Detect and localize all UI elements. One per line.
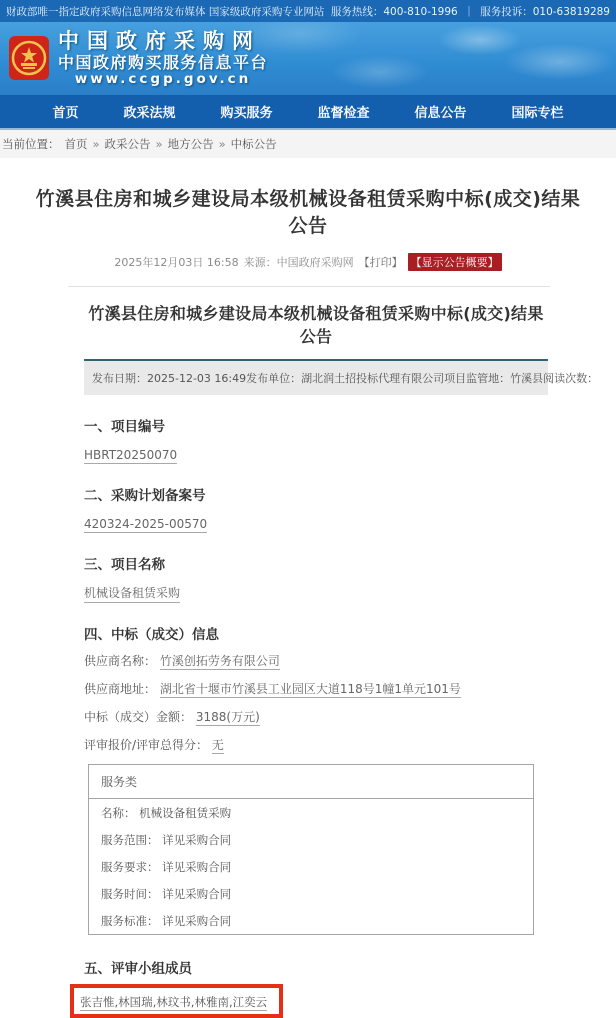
nav-item-announcements[interactable]: 信息公告 <box>414 106 467 121</box>
breadcrumb-separator: » <box>92 137 100 151</box>
topbar-divider: ｜ <box>463 5 475 18</box>
service-standard-label: 服务标准： <box>101 913 159 928</box>
logo-text <box>58 29 268 87</box>
site-header <box>0 22 616 95</box>
site-url: www.ccgp.gov.cn <box>74 71 252 87</box>
site-logo[interactable] <box>8 29 268 87</box>
supplier-name-row <box>84 652 548 669</box>
plan-record-number-value: 420324-2025-00570 <box>84 517 208 531</box>
meta-publisher: 发布单位：湖北润土招投标代理有限公司 <box>246 372 445 385</box>
page-title: 竹溪县住房和城乡建设局本级机械设备租赁采购中标(成交)结果公告 <box>35 188 581 237</box>
meta-views: 阅读次数： <box>543 372 599 385</box>
award-amount-row <box>84 708 548 725</box>
service-standard-value: 详见采购合同 <box>162 913 232 928</box>
meta-region: 项目监管地：竹溪县 <box>444 372 544 385</box>
publish-datetime: 2025年12月03日 16:58 <box>114 256 239 269</box>
article-content <box>80 301 599 1018</box>
supplier-address-label: 供应商地址： <box>84 682 157 696</box>
article-page <box>0 158 616 1018</box>
service-category-header: 服务类 <box>89 765 533 799</box>
service-scope-value: 详见采购合同 <box>162 832 232 847</box>
main-nav <box>0 95 616 130</box>
breadcrumb-separator: » <box>218 137 226 151</box>
service-time-label: 服务时间： <box>101 886 159 901</box>
breadcrumb-local-notices[interactable]: 地方公告 <box>167 137 214 151</box>
breadcrumb-procurement-notices[interactable]: 政采公告 <box>104 137 151 151</box>
nav-item-regulations[interactable]: 政采法规 <box>123 106 176 121</box>
service-hotline: 服务热线：400-810-1996 <box>330 5 458 18</box>
service-scope-label: 服务范围： <box>101 832 159 847</box>
nav-item-home[interactable]: 首页 <box>52 106 79 121</box>
section-heading-project-number: 一、项目编号 <box>84 419 165 435</box>
article-source: 来源：中国政府采购网 <box>243 256 354 269</box>
site-subtitle: 中国政府购买服务信息平台 <box>58 52 269 72</box>
service-name-row <box>89 799 533 826</box>
service-standard-row <box>89 907 533 934</box>
project-number-value: HBRT20250070 <box>84 448 178 462</box>
supplier-address-row <box>84 680 548 697</box>
review-panel-members: 张吉惟,林国瑞,林玟书,林雅南,江奕云 <box>80 995 268 1009</box>
national-emblem-icon <box>8 35 50 81</box>
meta-publish-date: 发布日期：2025-12-03 16:49 <box>92 372 247 385</box>
breadcrumb-award-notices[interactable]: 中标公告 <box>230 137 277 151</box>
article-meta-bar <box>84 361 599 395</box>
review-score-row <box>84 736 548 753</box>
supplier-address-value: 湖北省十堰市竹溪县工业园区大道118号1幢1单元101号 <box>159 682 461 696</box>
award-amount-label: 中标（成交）金额： <box>84 710 193 724</box>
service-requirements-row <box>89 853 533 880</box>
review-score-value: 无 <box>211 738 224 752</box>
section-heading-award-info: 四、中标（成交）信息 <box>84 627 219 643</box>
service-scope-row <box>89 826 533 853</box>
service-name-label: 名称： <box>101 805 136 820</box>
nav-item-purchase-services[interactable]: 购买服务 <box>220 106 273 121</box>
breadcrumb-label: 当前位置： <box>2 137 60 151</box>
site-name: 中国政府采购网 <box>58 29 261 54</box>
top-utility-bar <box>0 0 616 22</box>
article-subtitle: 竹溪县住房和城乡建设局本级机械设备租赁采购中标(成交)结果公告 <box>88 304 544 346</box>
nav-item-international[interactable]: 国际专栏 <box>511 106 564 121</box>
article-dateline <box>0 253 616 271</box>
service-category-table <box>88 764 534 935</box>
review-panel-highlight-box <box>70 984 283 1018</box>
breadcrumb <box>0 130 616 158</box>
service-name-value: 机械设备租赁采购 <box>139 805 232 820</box>
site-slogan: 财政部唯一指定政府采购信息网络发布媒体 国家级政府采购专业网站 <box>6 5 325 18</box>
supplier-name-value: 竹溪创拓劳务有限公司 <box>159 654 280 668</box>
project-name-value: 机械设备租赁采购 <box>84 584 180 603</box>
service-complaint: 服务投诉：010-63819289 <box>480 5 610 18</box>
nav-item-supervision[interactable]: 监督检查 <box>317 106 370 121</box>
article-sections <box>80 415 548 1018</box>
section-heading-plan-record-number: 二、采购计划备案号 <box>84 488 206 504</box>
breadcrumb-home[interactable]: 首页 <box>64 137 88 151</box>
service-requirements-value: 详见采购合同 <box>162 859 232 874</box>
print-button[interactable]: 【打印】 <box>358 256 403 269</box>
award-amount-value: 3188(万元) <box>195 710 260 724</box>
supplier-name-label: 供应商名称： <box>84 654 157 668</box>
section-heading-review-panel: 五、评审小组成员 <box>84 961 192 977</box>
service-time-value: 详见采购合同 <box>162 886 232 901</box>
service-requirements-label: 服务要求： <box>101 859 159 874</box>
service-time-row <box>89 880 533 907</box>
show-summary-button[interactable]: 【显示公告概要】 <box>408 253 502 271</box>
divider <box>68 286 550 287</box>
breadcrumb-separator: » <box>155 137 163 151</box>
section-heading-project-name: 三、项目名称 <box>84 557 165 573</box>
review-score-label: 评审报价/评审总得分： <box>84 738 209 752</box>
